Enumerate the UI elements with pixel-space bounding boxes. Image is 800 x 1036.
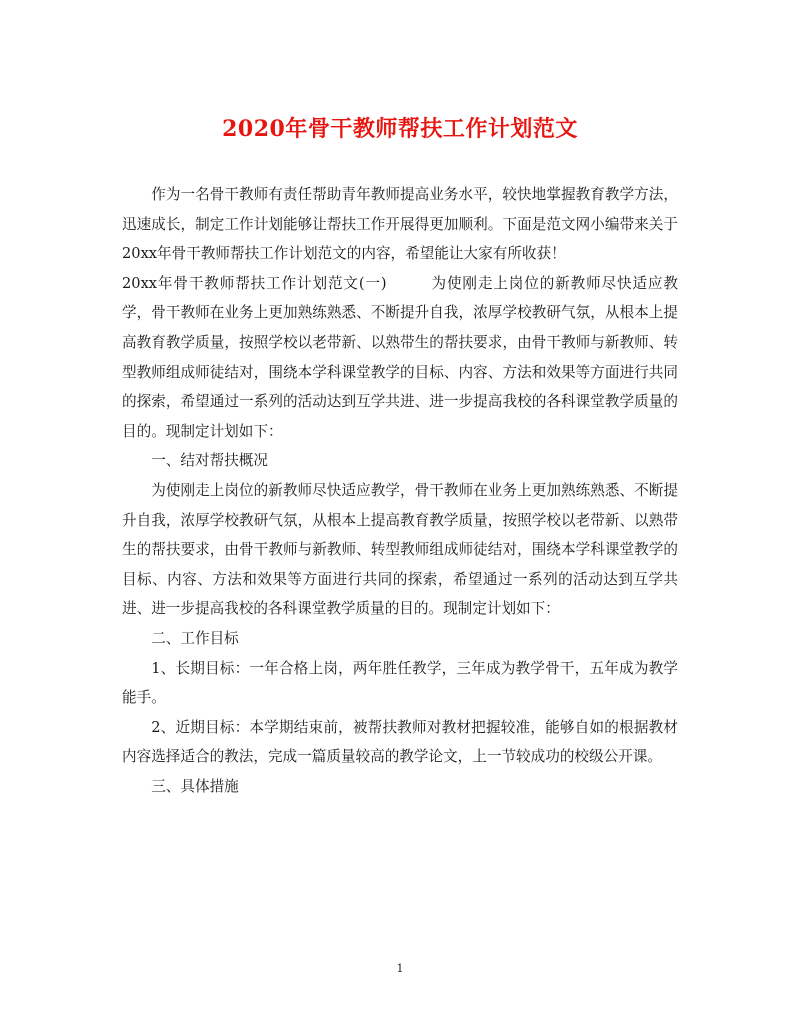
page-number: 1 [396, 962, 404, 975]
section-heading: 20xx年骨干教师帮扶工作计划范文(一) [122, 274, 387, 292]
heading-three: 三、具体措施 [151, 777, 239, 795]
paragraph-one: 为使刚走上岗位的新教师尽快适应教学，骨干教师在业务上更加熟练熟悉、不断提升自我，浓厚学校教研气氛，从根本上提高教育教学质量，按照学校以老带新、以熟带生的帮扶要求，由骨干教师与新教师、转型教师组成师徒结对，围绕本学科课堂教学的目标、内容、方法和效果等方面进行共同的探索，希望通过一系列的活动达到互学共进、进一步提高我校的各科课堂教学质量的目的。现制定计划如下： [122, 481, 678, 618]
goal-long-term: 1、长期目标：一年合格上岗，两年胜任教学，三年成为教学骨干，五年成为教学能手。 [122, 659, 678, 707]
heading-one: 一、结对帮扶概况 [151, 452, 268, 470]
section-paragraph [122, 269, 678, 447]
document-title: 2020年骨干教师帮扶工作计划范文 [222, 116, 578, 142]
heading-two: 二、工作目标 [151, 629, 239, 647]
intro-paragraph: 作为一名骨干教师有责任帮助青年教师提高业务水平，较快地掌握教育教学方法，迅速成长，制定工作计划能够让帮扶工作开展得更加顺利。下面是范文网小编带来关于20xx年骨干教师帮扶工作计划范文的内容，希望能让大家有所收获！ [122, 186, 678, 263]
goal-short-term: 2、近期目标：本学期结束前，被帮扶教师对教材把握较准，能够自如的根据教材内容选择适合的教法，完成一篇质量较高的教学论文，上一节较成功的校级公开课。 [122, 718, 678, 766]
document-body [122, 180, 678, 801]
section-body: 为使刚走上岗位的新教师尽快适应教学，骨干教师在业务上更加熟练熟悉、不断提升自我，浓厚学校教研气氛，从根本上提高教育教学质量，按照学校以老带新、以熟带生的帮扶要求，由骨干教师与新教师、转型教师组成师徒结对，围绕本学科课堂教学的目标、内容、方法和效果等方面进行共同的探索，希望通过一系列的活动达到互学共进、进一步提高我校的各科课堂教学质量的目的。现制定计划如下： [122, 274, 678, 440]
